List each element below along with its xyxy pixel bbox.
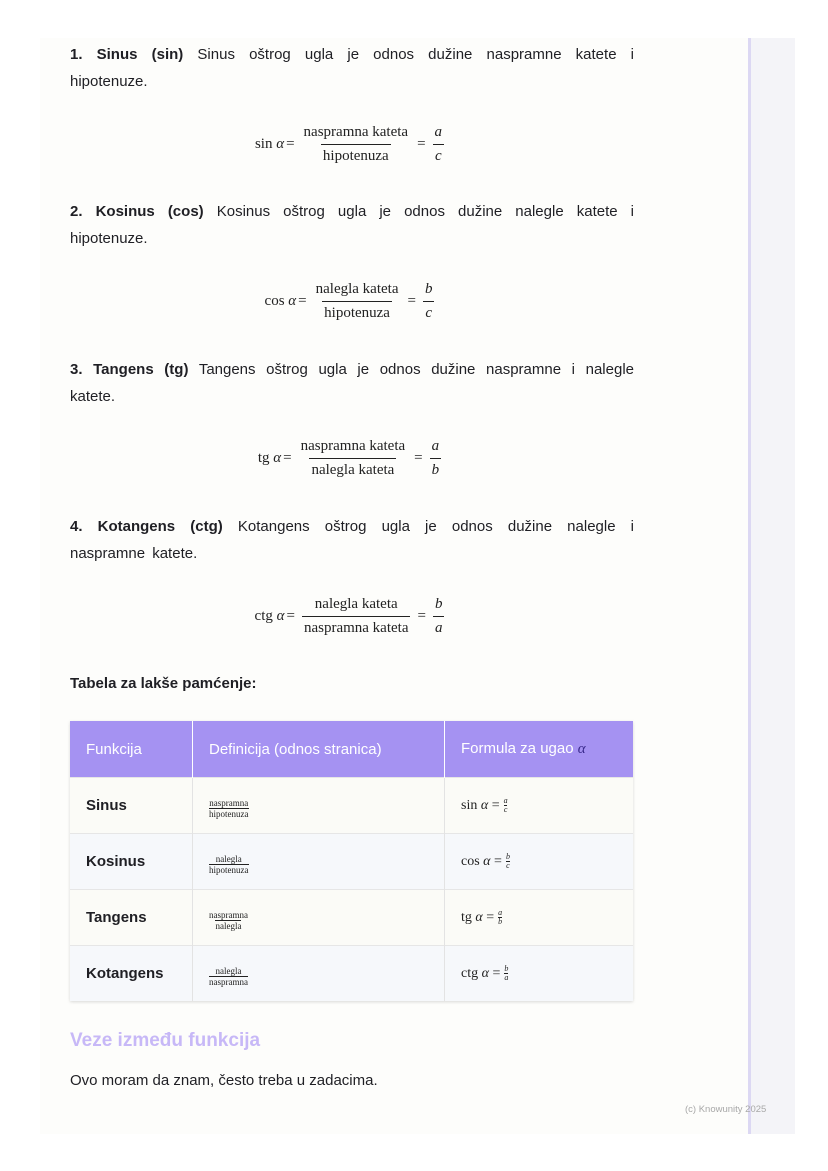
fraction-numerator: b [505, 852, 510, 861]
fraction-numerator: nalegla [215, 853, 242, 864]
formula-function: tg [461, 909, 472, 925]
definition-kosinus [70, 198, 634, 252]
fraction-numerator: a [498, 908, 503, 917]
definition-fraction [209, 854, 249, 875]
formula-variable: α [483, 853, 491, 869]
equals-sign: = [417, 608, 426, 624]
fraction-denominator: c [423, 301, 434, 322]
fraction-denominator: c [503, 805, 508, 814]
equals-sign: = [286, 136, 295, 152]
definition-sinus [70, 41, 634, 95]
fraction-denominator: a [433, 616, 445, 637]
fraction-numerator: a [431, 438, 440, 454]
memory-table [70, 721, 633, 1001]
fraction-numerator: nalegla [215, 965, 242, 976]
fraction-denominator: b [430, 458, 442, 479]
function-name-cell: Tangens [70, 890, 193, 946]
fraction-denominator: naspramna [209, 976, 248, 987]
formula-fraction [302, 124, 411, 165]
cell-formula: ctg α = $\frac{b}{a}$ [461, 964, 509, 982]
fraction-numerator: nalegla kateta [315, 281, 399, 297]
fraction-denominator: c [506, 861, 510, 870]
formula-variable: α [288, 293, 297, 309]
definition-heading: 1. Sinus (sin) [70, 46, 184, 63]
formula-function: ctg [254, 608, 273, 624]
alpha-symbol: α [577, 741, 586, 757]
formula-fraction [504, 797, 508, 814]
definition-text: Kotangens oštrog ugla je odnos dužine nalegle i naspramne katete. [70, 518, 635, 562]
formula-function: tg [257, 450, 270, 466]
table-row [70, 890, 633, 946]
outro-text: Ovo moram da znam, često treba u zadacima. [70, 1072, 378, 1089]
definition-fraction [209, 798, 249, 819]
formula-variable: α [481, 965, 489, 981]
definition-cell [193, 834, 445, 890]
definition-paragraph [70, 513, 634, 567]
formula-fraction [504, 965, 508, 982]
formula-short-fraction [430, 438, 442, 479]
fraction-denominator: nalegla [215, 920, 242, 931]
definition-paragraph [70, 41, 634, 95]
fraction-numerator: a [434, 124, 443, 140]
formula-function: sin [461, 797, 478, 813]
formula-variable: α [276, 608, 285, 624]
definition-heading: 2. Kosinus (cos) [70, 203, 204, 220]
fraction-numerator: b [504, 964, 509, 973]
equals-sign: = [298, 293, 307, 309]
formula-cell [445, 890, 634, 946]
definition-text: Tangens oštrog ugla je odnos dužine naspramne i nalegle katete. [70, 361, 634, 405]
column-header-function: Funkcija [70, 721, 193, 778]
fraction-numerator: naspramna kateta [300, 438, 406, 454]
fraction-numerator: nalegla kateta [314, 596, 398, 612]
copyright-notice: (c) Knowunity 2025 [685, 1104, 767, 1115]
definition-tangens [70, 356, 634, 410]
fraction-denominator: b [498, 917, 503, 926]
table-row [70, 834, 633, 890]
formula-sinus [70, 124, 634, 165]
formula-cell [445, 834, 634, 890]
function-name-cell: Sinus [70, 778, 193, 834]
equals-sign: = [417, 136, 426, 152]
fraction-denominator: naspramna kateta [302, 616, 411, 637]
column-header-definition: Definicija (odnos stranica) [193, 721, 445, 778]
section-subheading: Veze između funkcija [70, 1030, 261, 1051]
formula-kosinus [70, 281, 634, 322]
fraction-numerator: naspramna [209, 797, 249, 808]
equals-sign: = [283, 450, 292, 466]
formula-short-fraction [423, 281, 435, 322]
fraction-denominator: c [433, 144, 444, 165]
definition-fraction [209, 910, 248, 931]
cell-formula: sin α = $\frac{a}{c}$ [461, 796, 508, 814]
cell-formula: cos α = $\frac{b}{c}$ [461, 852, 510, 870]
side-panel [748, 38, 795, 1134]
fraction-denominator: hipotenuza [322, 301, 392, 322]
formula-fraction [506, 853, 510, 870]
fraction-denominator: hipotenuza [209, 864, 249, 875]
column-header-formula [445, 721, 634, 778]
equals-sign: = [407, 293, 416, 309]
formula-cell [445, 946, 634, 1002]
formula-function: cos [264, 293, 285, 309]
fraction-denominator: hipotenuza [321, 144, 391, 165]
column-header-formula-label: Formula za ugao [461, 740, 574, 757]
formula-variable: α [480, 797, 489, 813]
formula-fraction [299, 438, 408, 479]
formula-function: cos [461, 853, 480, 869]
fraction-denominator: a [504, 973, 509, 982]
function-name-cell: Kotangens [70, 946, 193, 1002]
table-row [70, 778, 633, 834]
formula-fraction [314, 281, 401, 322]
formula-variable: α [276, 136, 285, 152]
fraction-numerator: naspramna kateta [303, 124, 409, 140]
formula-cell [445, 778, 634, 834]
fraction-numerator: b [434, 596, 443, 612]
table-row [70, 946, 633, 1002]
formula-short-fraction [433, 596, 445, 637]
definition-text: Sinus oštrog ugla je odnos dužine naspramne katete i hipotenuze. [70, 46, 634, 90]
formula-function: ctg [461, 965, 479, 981]
fraction-numerator: a [503, 796, 508, 805]
cell-formula: tg α = $\frac{a}{b}$ [461, 908, 503, 926]
fraction-denominator: nalegla kateta [309, 458, 396, 479]
function-name-cell: Kosinus [70, 834, 193, 890]
definition-paragraph [70, 198, 634, 252]
definition-text: Kosinus oštrog ugla je odnos dužine nalegle katete i hipotenuze. [70, 203, 634, 247]
formula-kotangens [70, 596, 634, 637]
definition-cell [193, 946, 445, 1002]
definition-kotangens [70, 513, 634, 567]
definition-heading: 3. Tangens (tg) [70, 361, 189, 378]
definition-heading: 4. Kotangens (ctg) [70, 518, 223, 535]
formula-fraction [498, 909, 502, 926]
formula-fraction [302, 596, 411, 637]
formula-variable: α [273, 450, 282, 466]
formula-tangens [70, 438, 634, 479]
formula-variable: α [475, 909, 483, 925]
fraction-numerator: b [424, 281, 433, 297]
definition-fraction [209, 966, 248, 987]
definition-cell [193, 778, 445, 834]
fraction-denominator: hipotenuza [209, 808, 249, 819]
table-header-row [70, 721, 633, 778]
formula-function: sin [254, 136, 273, 152]
equals-sign: = [414, 450, 423, 466]
fraction-numerator: naspramna [209, 909, 248, 920]
definition-cell [193, 890, 445, 946]
table-title: Tabela za lakše pamćenje: [70, 675, 257, 692]
equals-sign: = [286, 608, 295, 624]
definition-paragraph [70, 356, 634, 410]
formula-short-fraction [433, 124, 445, 165]
